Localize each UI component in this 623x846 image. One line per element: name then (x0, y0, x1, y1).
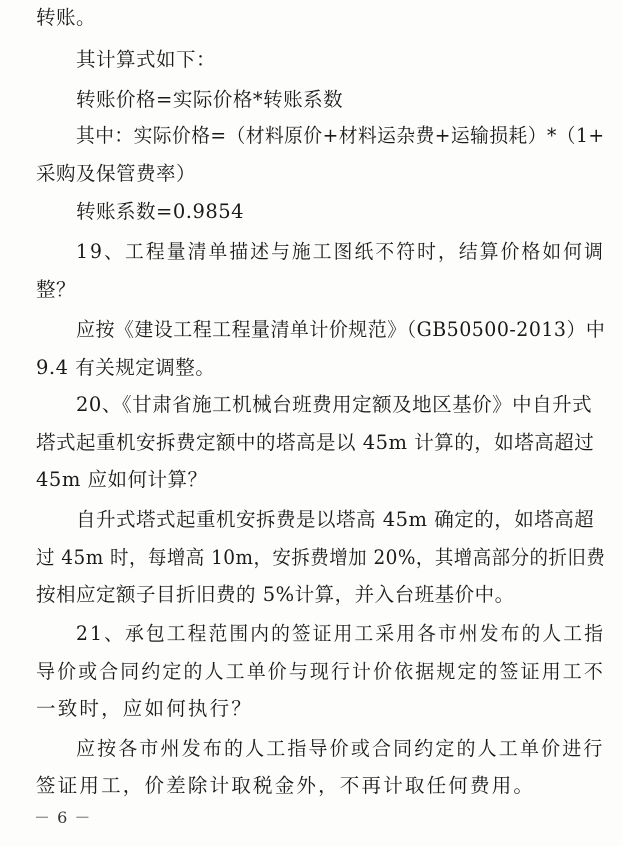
text-line-20: 应按各市州发布的人工指导价或合同约定的人工单价进行 (76, 737, 605, 760)
text-line-3: 转账价格=实际价格*转账系数 (76, 88, 344, 111)
text-line-13: 45m 应如何计算？ (36, 468, 208, 491)
text-line-8: 整？ (36, 278, 77, 301)
text-line-5: 采购及保管费率） (36, 162, 197, 185)
text-line-12: 塔式起重机安拆费定额中的塔高是以 45m 计算的，如塔高超过 (36, 431, 595, 454)
text-line-11: 20、《甘肃省施工机械台班费用定额及地区基价》中自升式 (76, 393, 593, 416)
text-line-2: 其计算式如下： (76, 48, 217, 71)
text-line-4: 其中：实际价格=（材料原价+材料运杂费+运输损耗）*（1+ (76, 124, 605, 147)
text-line-21: 签证用工，价差除计取税金外，不再计取任何费用。 (36, 774, 536, 797)
text-line-10: 9.4 有关规定调整。 (36, 356, 216, 379)
text-line-14: 自升式塔式起重机安拆费是以塔高 45m 确定的，如塔高超 (76, 508, 595, 531)
text-line-18: 导价或合同约定的人工单价与现行计价依据规定的签证用工不 (36, 660, 605, 683)
text-line-7: 19、工程量清单描述与施工图纸不符时，结算价格如何调 (76, 240, 606, 263)
text-line-19: 一致时，应如何执行？ (36, 697, 254, 720)
text-line-16: 按相应定额子目折旧费的 5%计算，并入台班基价中。 (36, 583, 515, 606)
text-line-9: 应按《建设工程工程量清单计价规范》（GB50500-2013）中 (76, 318, 606, 341)
text-line-17: 21、承包工程范围内的签证用工采用各市州发布的人工指 (76, 622, 606, 645)
text-line-1: 转账。 (36, 6, 97, 29)
text-line-6: 转账系数=0.9854 (76, 200, 245, 223)
text-line-15: 过 45m 时，每增高 10m，安拆费增加 20%，其增高部分的折旧费 (36, 546, 606, 569)
page-number: － 6 － (34, 808, 92, 827)
